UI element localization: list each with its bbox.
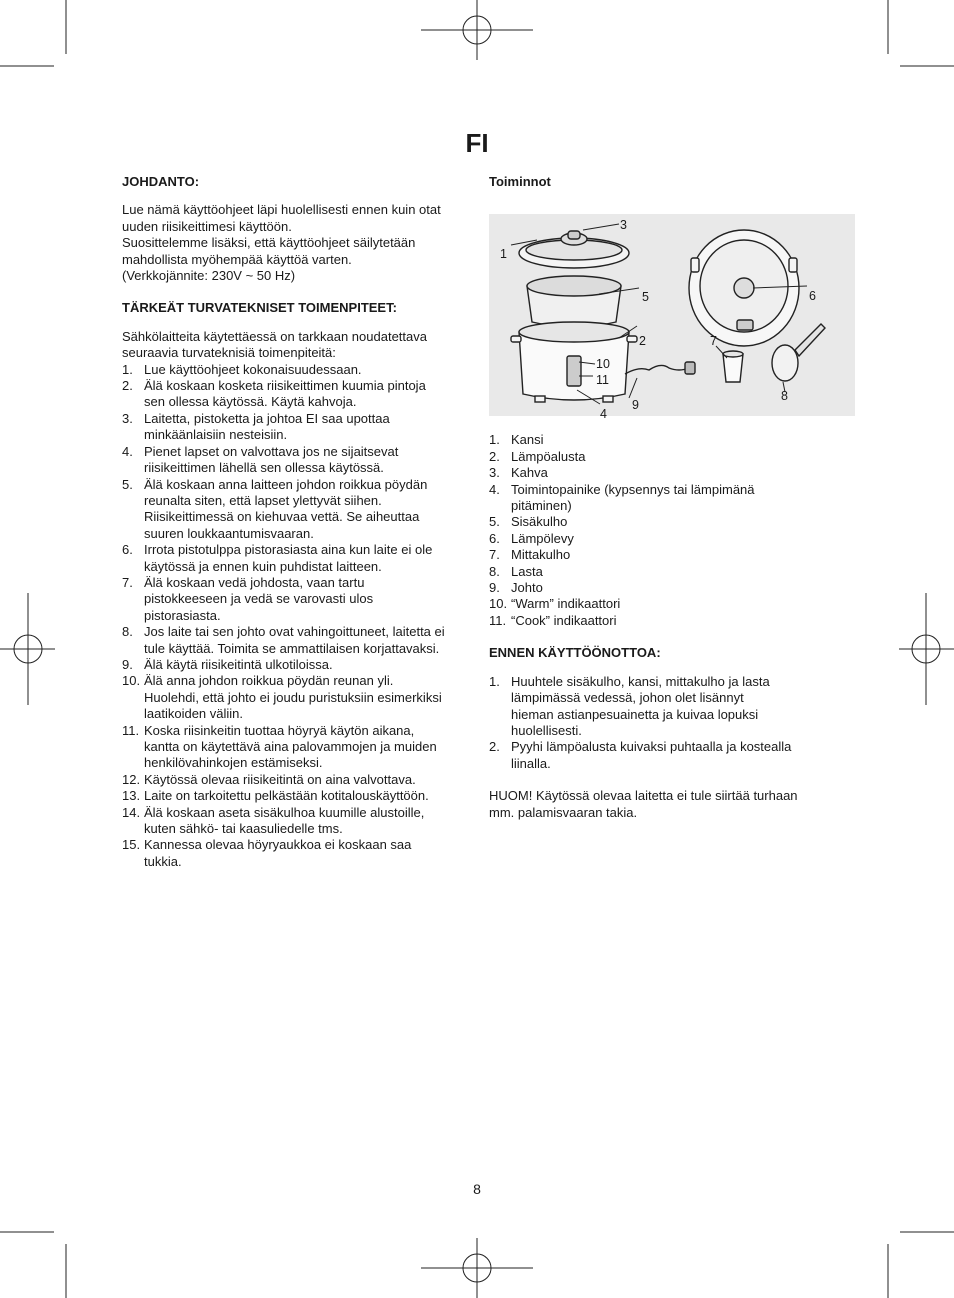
list-item-text: liinalla. bbox=[511, 755, 551, 771]
list-item bbox=[122, 805, 468, 838]
list-item-text: kantta on käytettävä aina palovammojen ja muiden bbox=[144, 739, 437, 754]
list-item-text: Älä käytä riisikeitintä ulkotiloissa. bbox=[144, 656, 333, 672]
list-item bbox=[489, 482, 825, 515]
list-item-number: 1. bbox=[489, 432, 500, 448]
list-item bbox=[489, 432, 825, 448]
list-item bbox=[122, 788, 468, 804]
list-item-number: 5. bbox=[489, 514, 500, 530]
list-item-number: 9. bbox=[489, 580, 500, 596]
list-item bbox=[489, 739, 825, 772]
list-item-text: tukkia. bbox=[144, 853, 182, 869]
list-item-number: 11. bbox=[122, 722, 140, 738]
list-item-number: 13. bbox=[122, 788, 141, 804]
list-item-number: 8. bbox=[122, 624, 133, 640]
list-item bbox=[122, 772, 468, 788]
list-item-text: pitäminen) bbox=[511, 498, 572, 514]
list-item-number: 10. bbox=[489, 596, 508, 612]
list-item-text: Sisäkulho bbox=[511, 514, 568, 530]
list-item-number: 4. bbox=[489, 481, 500, 497]
list-item-number: 15. bbox=[122, 837, 141, 853]
list-item bbox=[122, 723, 468, 772]
list-item-text: Mittakulho bbox=[511, 547, 571, 563]
safety-intro-line: Sähkölaitteita käytettäessä on tarkkaan noudatettava bbox=[122, 328, 427, 344]
list-item-number: 2. bbox=[122, 378, 133, 394]
list-item-number: 2. bbox=[489, 739, 500, 755]
rice-cooker-illustration bbox=[489, 198, 855, 416]
list-item-text: huolellisesti. bbox=[511, 722, 582, 738]
list-item-text: Irrota pistotulppa pistorasiasta aina kun laite ei ole bbox=[144, 542, 433, 558]
list-item-number: 8. bbox=[489, 563, 500, 579]
list-item-number: 3. bbox=[489, 465, 500, 481]
intro-line: Lue nämä käyttöohjeet läpi huolellisesti ennen kuin otat bbox=[122, 202, 441, 218]
list-item-number: 9. bbox=[122, 656, 133, 672]
list-item bbox=[489, 465, 825, 481]
list-item-text: minkäänlaisiin nesteisiin. bbox=[144, 427, 288, 443]
list-item bbox=[122, 378, 468, 411]
list-item bbox=[122, 362, 468, 378]
list-item-text: laatikoiden väliin. bbox=[144, 706, 244, 722]
list-item-text: Lämpöalusta bbox=[511, 448, 586, 464]
list-item bbox=[489, 531, 825, 547]
list-item-text: Toimintopainike (kypsennys tai lämpimänä bbox=[511, 481, 755, 497]
list-item-number: 12. bbox=[122, 771, 141, 787]
list-item-number: 11. bbox=[489, 612, 507, 628]
list-item bbox=[489, 674, 825, 740]
list-item-text: Lämpölevy bbox=[511, 530, 574, 546]
list-item-text: tule käyttää. Toimita se ammattilaisen korjattavaksi. bbox=[144, 640, 440, 656]
list-item-number: 6. bbox=[489, 530, 500, 546]
language-title: FI bbox=[465, 128, 489, 158]
list-item-text: lämpimässä vedessä, johon olet lisännyt bbox=[511, 690, 744, 706]
list-item-text: “Cook” indikaattori bbox=[511, 612, 617, 628]
functions-list bbox=[489, 432, 825, 629]
list-item bbox=[489, 547, 825, 563]
list-item-number: 1. bbox=[489, 673, 500, 689]
list-item bbox=[122, 657, 468, 673]
note-line: mm. palamisvaaran takia. bbox=[489, 804, 638, 820]
page-number: 8 bbox=[473, 1181, 481, 1197]
list-item-number: 7. bbox=[122, 574, 133, 590]
list-item-text: Pienet lapset on valvottava jos ne sijaitsevat bbox=[144, 443, 399, 459]
before-use-heading: ENNEN KÄYTTÖÖNOTTOA: bbox=[489, 645, 661, 661]
callout-2: 2 bbox=[639, 334, 646, 349]
callout-10: 10 bbox=[596, 357, 610, 372]
list-item-text: Älä anna johdon roikkua pöydän reunan yli. bbox=[144, 673, 394, 689]
list-item-number: 7. bbox=[489, 547, 500, 563]
list-item-text: Jos laite tai sen johto ovat vahingoittuneet, laitetta ei bbox=[144, 624, 445, 640]
list-item-text: Kansi bbox=[511, 432, 544, 448]
intro-line: mahdollista myöhempää käyttöä varten. bbox=[122, 251, 352, 267]
list-item-text: Käytössä olevaa riisikeitintä on aina valvottava. bbox=[144, 771, 416, 787]
functions-heading: Toiminnot bbox=[489, 174, 551, 189]
list-item-number: 5. bbox=[122, 476, 133, 492]
list-item bbox=[489, 514, 825, 530]
list-item-text: henkilövahinkojen estämiseksi. bbox=[144, 755, 323, 771]
rice-cooker-parts-diagram bbox=[489, 198, 855, 422]
list-item bbox=[489, 564, 825, 580]
list-item-text: Lue käyttöohjeet kokonaisuudessaan. bbox=[144, 361, 362, 377]
list-item-text: Huuhtele sisäkulho, kansi, mittakulho ja lasta bbox=[511, 673, 770, 689]
list-item-text: hieman astianpesuainetta ja kuivaa lopuksi bbox=[511, 706, 759, 722]
list-item bbox=[489, 449, 825, 465]
callout-1: 1 bbox=[500, 247, 507, 262]
list-item bbox=[122, 542, 468, 575]
list-item-text: pistorasiasta. bbox=[144, 607, 221, 623]
list-item-text: reunalta siten, että lapset ylettyvät siihen. bbox=[144, 492, 382, 508]
left-column bbox=[122, 174, 468, 870]
safety-heading: TÄRKEÄT TURVATEKNISET TOIMENPITEET: bbox=[122, 300, 397, 316]
list-item bbox=[122, 575, 468, 624]
intro-line: Suosittelemme lisäksi, että käyttöohjeet säilytetään bbox=[122, 235, 416, 251]
list-item-text: Riisikeittimessä on kiehuvaa vettä. Se aiheuttaa bbox=[144, 509, 420, 525]
list-item bbox=[122, 444, 468, 477]
list-item-text: Huolehdi, että johto ei joudu puristuksiin esimerkiksi bbox=[144, 689, 442, 705]
list-item bbox=[489, 596, 825, 612]
list-item-text: Älä koskaan kosketa riisikeittimen kuumia pintoja bbox=[144, 378, 426, 394]
callout-9: 9 bbox=[632, 398, 639, 413]
intro-heading: JOHDANTO: bbox=[122, 174, 200, 189]
list-item-text: “Warm” indikaattori bbox=[511, 596, 621, 612]
list-item-number: 2. bbox=[489, 448, 500, 464]
list-item-text: Laitetta, pistoketta ja johtoa EI saa upottaa bbox=[144, 410, 390, 426]
note-line: HUOM! Käytössä olevaa laitetta ei tule siirtää turhaan bbox=[489, 788, 798, 804]
list-item-text: kuten sähkö- tai kaasuliedelle tms. bbox=[144, 821, 343, 837]
list-item-text: Kannessa olevaa höyryaukkoa ei koskaan saa bbox=[144, 837, 412, 853]
list-item bbox=[489, 580, 825, 596]
list-item-text: pistokkeeseen ja vedä se varovasti ulos bbox=[144, 591, 374, 607]
list-item-text: sen ollessa käytössä. Käytä kahvoja. bbox=[144, 394, 357, 410]
list-item-text: Älä koskaan vedä johdosta, vaan tartu bbox=[144, 574, 365, 590]
list-item-text: Pyyhi lämpöalusta kuivaksi puhtaalla ja kostealla bbox=[511, 739, 792, 755]
list-item-number: 4. bbox=[122, 443, 133, 459]
callout-3: 3 bbox=[620, 218, 627, 233]
list-item-number: 1. bbox=[122, 361, 133, 377]
list-item-number: 10. bbox=[122, 673, 141, 689]
list-item-text: Laite on tarkoitettu pelkästään kotitalouskäyttöön. bbox=[144, 788, 429, 804]
list-item-number: 14. bbox=[122, 804, 141, 820]
list-item bbox=[122, 837, 468, 870]
list-item-text: Johto bbox=[511, 580, 543, 596]
list-item-text: Koska riisinkeitin tuottaa höyryä käytön aikana, bbox=[144, 722, 415, 738]
right-column bbox=[489, 174, 825, 821]
list-item bbox=[122, 673, 468, 722]
callout-8: 8 bbox=[781, 389, 788, 404]
safety-list bbox=[122, 362, 468, 871]
list-item-text: Lasta bbox=[511, 563, 543, 579]
before-use-list bbox=[489, 674, 825, 772]
list-item bbox=[122, 624, 468, 657]
list-item-number: 6. bbox=[122, 542, 133, 558]
list-item-text: suuren loukkaantumisvaaran. bbox=[144, 525, 314, 541]
intro-voltage: (Verkkojännite: 230V ~ 50 Hz) bbox=[122, 268, 296, 284]
safety-intro-line: seuraavia turvateknisiä toimenpiteitä: bbox=[122, 345, 336, 361]
callout-6: 6 bbox=[809, 289, 816, 304]
list-item-text: Älä koskaan anna laitteen johdon roikkua pöydän bbox=[144, 476, 428, 492]
list-item-text: riisikeittimen lähellä sen ollessa käytössä. bbox=[144, 460, 384, 476]
callout-4: 4 bbox=[600, 407, 607, 422]
list-item bbox=[489, 613, 825, 629]
list-item bbox=[122, 477, 468, 543]
list-item-text: Kahva bbox=[511, 465, 548, 481]
list-item bbox=[122, 411, 468, 444]
callout-5: 5 bbox=[642, 290, 649, 305]
list-item-text: Älä koskaan aseta sisäkulhoa kuumille alustoille, bbox=[144, 804, 425, 820]
callout-11: 11 bbox=[596, 373, 609, 388]
intro-line: uuden riisikeittimesi käyttöön. bbox=[122, 218, 292, 234]
list-item-text: käytössä ja ennen kuin puhdistat laitteen. bbox=[144, 558, 382, 574]
list-item-number: 3. bbox=[122, 410, 133, 426]
callout-7: 7 bbox=[710, 334, 717, 349]
